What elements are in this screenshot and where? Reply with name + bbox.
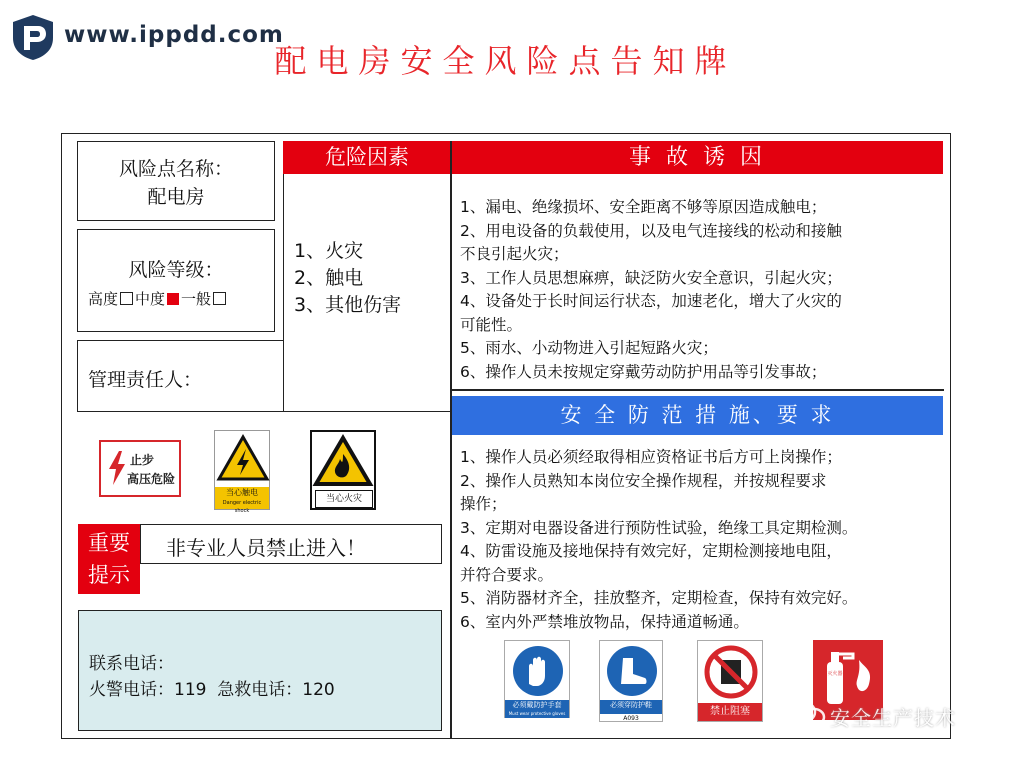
- cause-line: 5、雨水、小动物进入引起短路火灾；: [460, 339, 718, 357]
- risk-level-box: [77, 229, 275, 332]
- wechat-icon: [790, 700, 826, 728]
- cause-line: 6、操作人员未按规定穿戴劳动防护用品等引发事故；: [460, 362, 827, 381]
- gloves-sign: [504, 640, 570, 718]
- measure-line: 4、防雷设施及接地保持有效完好，定期检测接地电阻，: [460, 542, 842, 560]
- warning-electric-icon: [215, 433, 271, 485]
- manager-label: 管理责任人：: [88, 369, 203, 391]
- sign-caption: 必须戴防护手套: [512, 701, 562, 709]
- causes-list: [460, 196, 842, 384]
- gloves-icon: [511, 644, 565, 698]
- sign-caption: 必须穿防护鞋: [610, 701, 652, 709]
- measure-line: 6、室内外严禁堆放物品，保持通道畅通。: [460, 612, 749, 631]
- measure-line: 5、消防器材齐全，挂放整齐，定期检查，保持有效完好。: [460, 589, 858, 607]
- risk-level-medium: 中度: [135, 290, 166, 308]
- sign-text-stop: 止步: [130, 453, 155, 467]
- measure-line: 3、定期对电器设备进行预防性试验，绝缘工具定期检测。: [460, 518, 858, 537]
- shoes-sign: [599, 640, 663, 722]
- sign-subcaption: Danger electric shock: [222, 500, 262, 514]
- hazard-item: 3、其他伤害: [294, 294, 402, 316]
- checkbox-medium: [167, 293, 179, 305]
- site-url: www.ippdd.com: [64, 22, 284, 48]
- measure-line: 并符合要求。: [460, 565, 554, 584]
- causes-header: 事 故 诱 因: [452, 141, 943, 174]
- notice-box: [140, 524, 442, 564]
- sign-caption: 当心触电: [226, 488, 258, 497]
- important-tag: [78, 524, 140, 594]
- cause-line: 2、用电设备的负载使用，以及电气连接线的松动和接触: [460, 221, 842, 240]
- hazard-item: 1、火灾: [294, 240, 364, 262]
- contact-box: [78, 610, 442, 731]
- sign-subcaption: Must wear protective gloves: [508, 711, 566, 716]
- right-column-divider: [450, 141, 452, 739]
- watermark: [790, 700, 990, 730]
- hazard-item: 2、触电: [294, 267, 364, 289]
- manager-box: [77, 340, 284, 412]
- sign-caption: 禁止阻塞: [698, 703, 762, 721]
- electric-shock-sign: [214, 430, 270, 514]
- risk-point-box: [77, 141, 275, 221]
- hazards-header: 危险因素: [283, 141, 451, 174]
- risk-point-value: 配电房: [147, 186, 205, 208]
- contact-line1: 联系电话：: [89, 654, 174, 674]
- measures-list: [460, 446, 857, 634]
- risk-point-label: 风险点名称：: [118, 158, 233, 180]
- watermark-text: 安全生产技术: [830, 706, 956, 730]
- no-blocking-sign: [697, 640, 763, 722]
- contact-line2: 火警电话：119 急救电话：120: [89, 680, 335, 700]
- checkbox-high: [120, 292, 133, 305]
- measures-header: 安 全 防 范 措 施、要 求: [452, 396, 943, 435]
- hazards-list: [294, 238, 401, 319]
- cause-line: 不良引起火灾；: [460, 245, 569, 263]
- risk-level-options: [88, 288, 228, 309]
- measure-line: 操作；: [460, 495, 507, 513]
- no-blocking-icon: [703, 644, 759, 700]
- sign-text-danger: 高压危险: [127, 472, 176, 486]
- fire-warning-sign: [310, 430, 376, 510]
- measure-line: 1、操作人员必须经取得相应资格证书后方可上岗操作；: [460, 448, 842, 466]
- warning-fire-icon: [312, 434, 374, 488]
- important-tag-line1: 重要: [88, 531, 130, 555]
- risk-level-high: 高度: [88, 290, 119, 308]
- cause-line: 3、工作人员思想麻痹，缺泛防火安全意识，引起火灾；: [460, 268, 842, 287]
- measures-top-rule: [450, 389, 944, 391]
- important-tag-line2: 提示: [88, 563, 130, 587]
- cause-line: 可能性。: [460, 315, 523, 334]
- sign-code: A093: [623, 715, 639, 722]
- lightning-icon: [107, 451, 127, 485]
- risk-level-general: 一般: [181, 290, 212, 308]
- measure-line: 2、操作人员熟知本岗位安全操作规程，并按规程要求: [460, 471, 827, 490]
- cause-line: 4、设备处于长时间运行状态，加速老化，增大了火灾的: [460, 292, 842, 310]
- risk-level-label: 风险等级：: [128, 259, 224, 281]
- page-title: 配电房安全风险点告知牌: [274, 42, 737, 80]
- cause-line: 1、漏电、绝缘损坏、安全距离不够等原因造成触电；: [460, 198, 827, 216]
- shoes-icon: [605, 644, 659, 698]
- checkbox-general: [213, 292, 226, 305]
- high-voltage-sign: [99, 440, 181, 497]
- hazards-column: [283, 174, 451, 412]
- notice-text: 非专业人员禁止进入！: [166, 536, 366, 560]
- sign-caption: 当心火灾: [315, 490, 373, 508]
- sign-caption: 灭火器: [827, 671, 843, 677]
